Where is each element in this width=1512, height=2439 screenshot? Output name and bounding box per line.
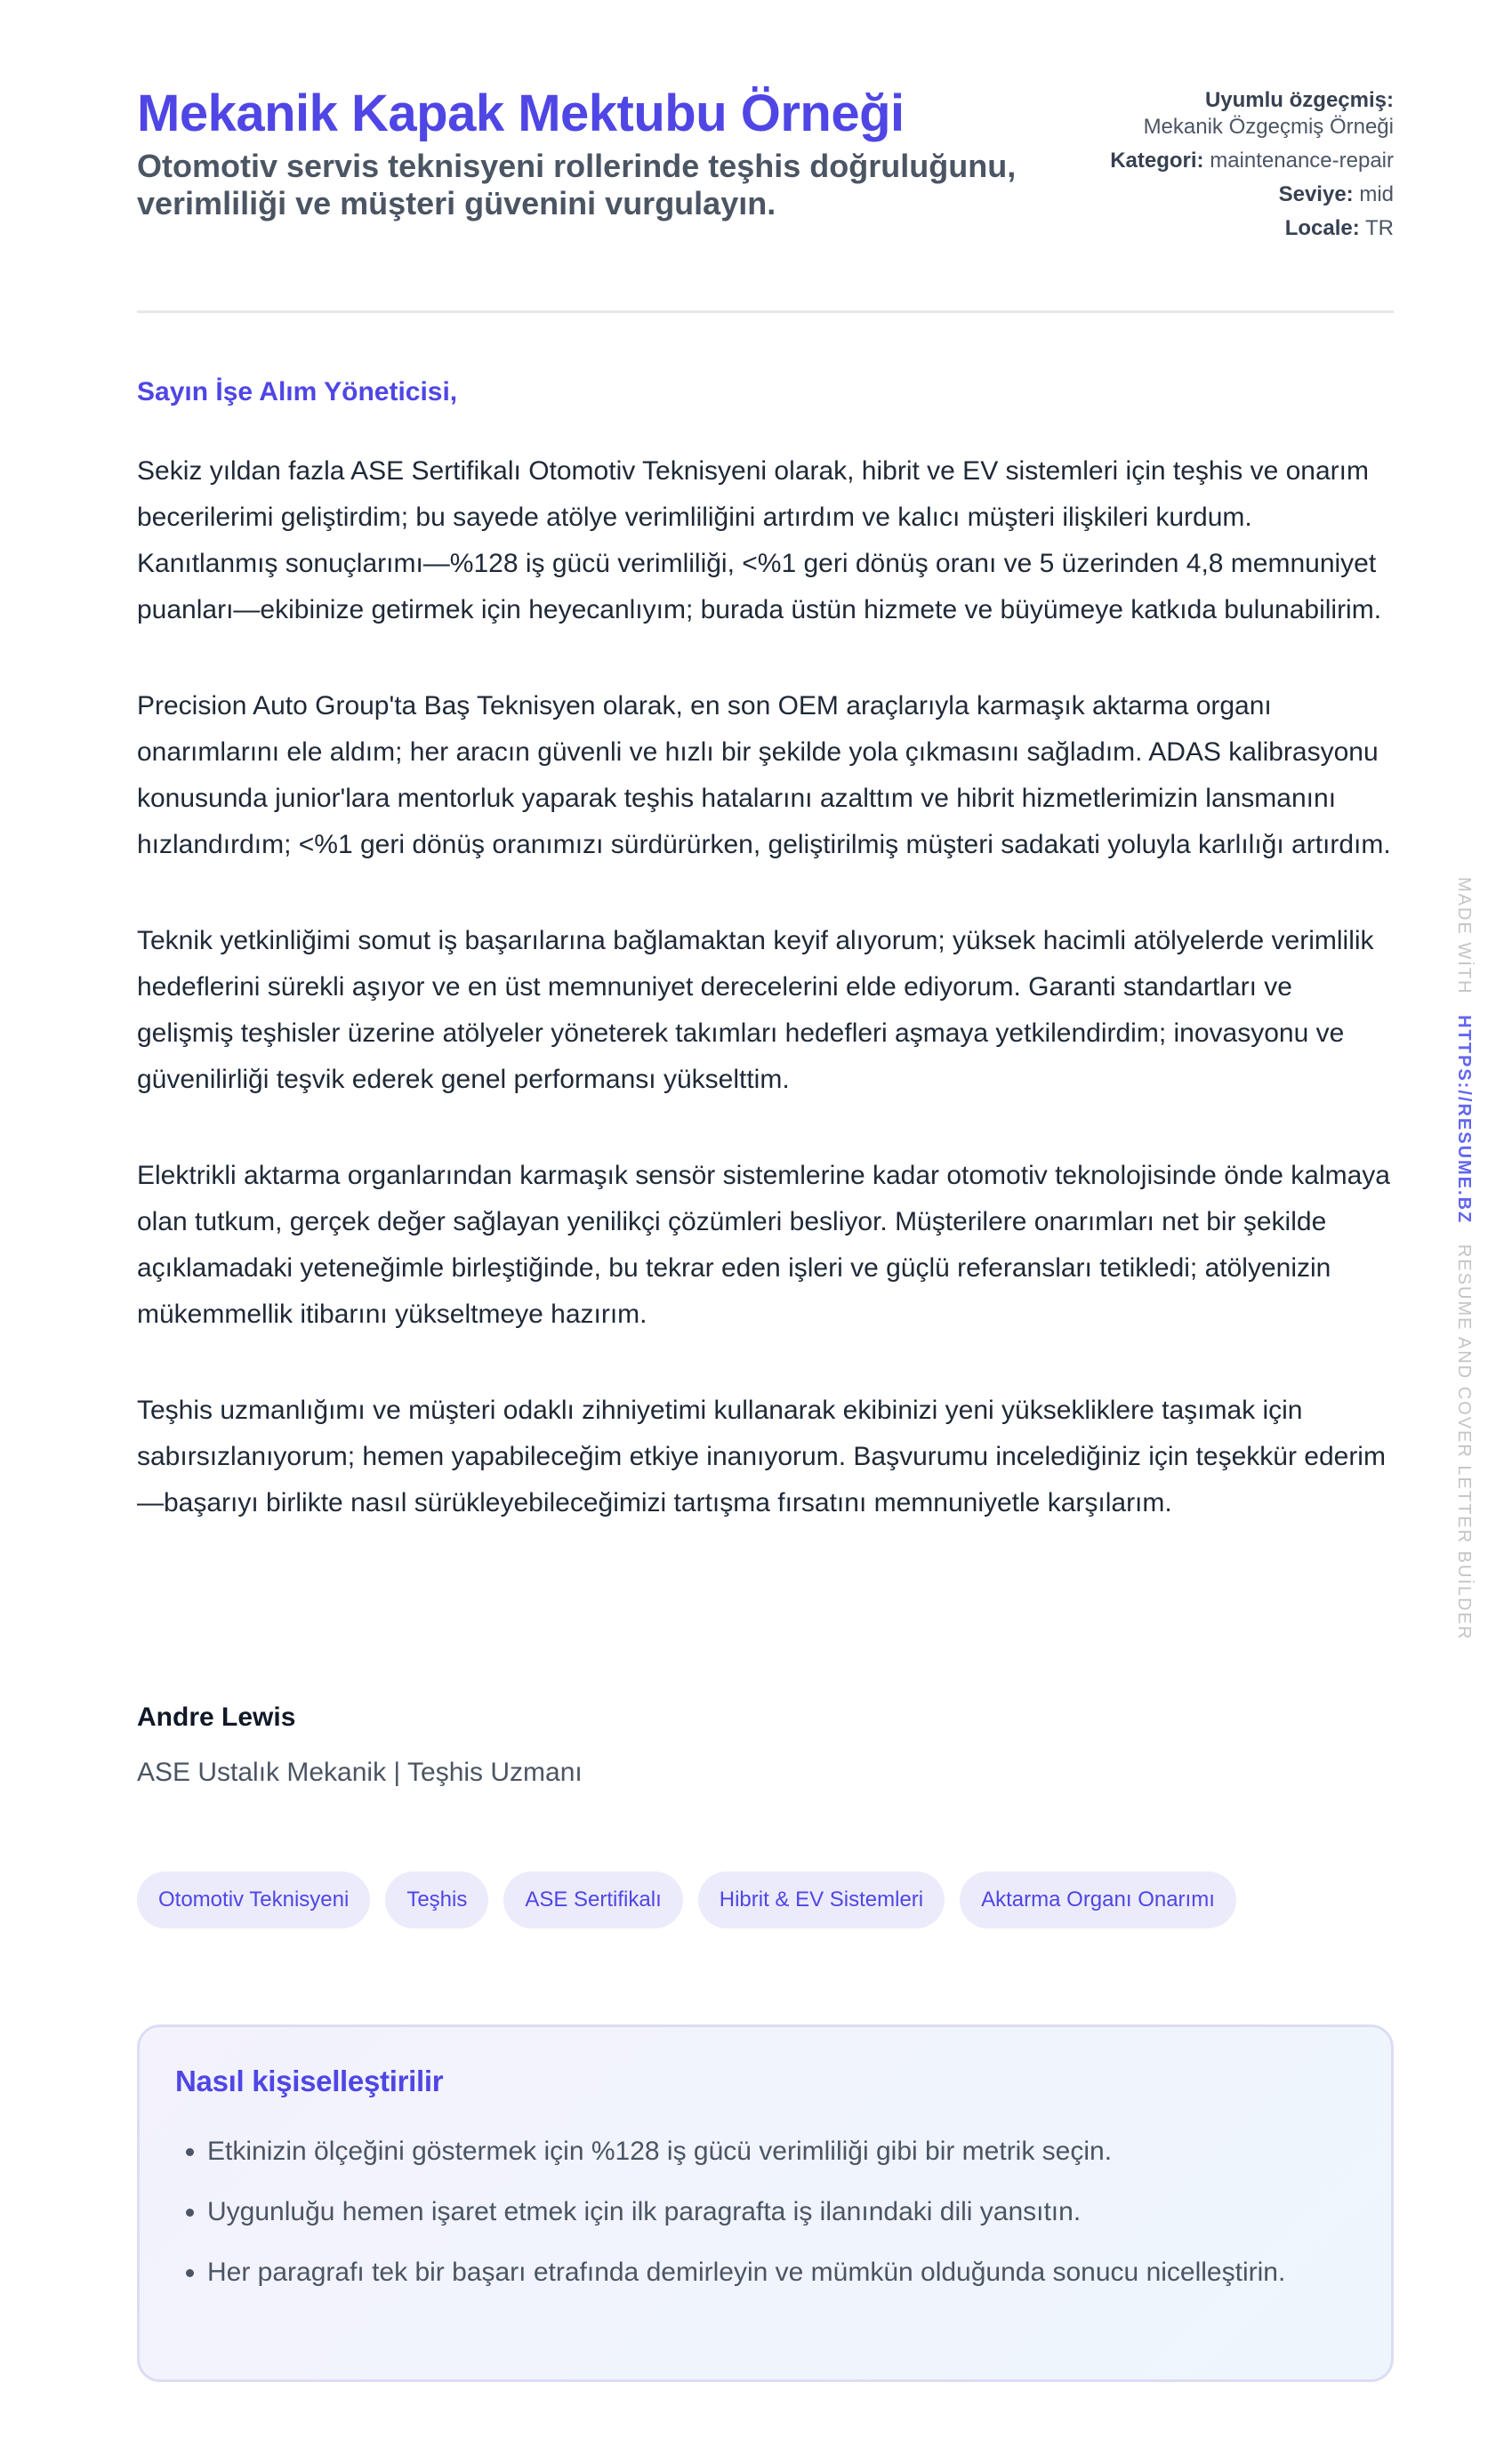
watermark-suffix: RESUME AND COVER LETTER BUİLDER [1454, 1244, 1474, 1641]
cover-letter-page [137, 0, 1394, 2287]
paragraph: Teşhis uzmanlığımı ve müşteri odaklı zihniyetimi kullanarak ekibinizi yeni yüksekliklere taşımak için sabırsızlanıyorum; hemen yapabileceğim etkiye inanıyorum. Başvurumu incelediğiniz için teşekkür ederim—başarıyı birlikte nasıl sürükleyebileceğimizi tartışma fırsatını memnuniyetle karşılarım. [137, 1396, 1386, 1517]
meta-level [1100, 181, 1394, 208]
tag: Otomotiv Teknisyeni [137, 1872, 370, 1928]
paragraph: Sekiz yıldan fazla ASE Sertifikalı Otomotiv Teknisyeni olarak, hibrit ve EV sistemleri için teşhis ve onarım becerilerimi geliştirdim; bu sayede atölye verimliliğini artırdım ve kalıcı müşteri ilişkileri kurdum. Kanıtlanmış sonuçlarımı—%128 iş gücü verimliliği, <%1 geri dönüş oranı ve 5 üzerinden 4,8 memnuniyet puanları—ekibinize getirmek için heyecanlıyım; burada üstün hizmete ve büyümeye katkıda bulunabilirim. [137, 456, 1382, 624]
tip-item: • Etkinizin ölçeğini göstermek için %128 iş gücü verimliliği gibi bir metrik seçin. [207, 2129, 1355, 2175]
tag: Hibrit & EV Sistemleri [698, 1872, 945, 1928]
tips-list [175, 2129, 1355, 2296]
greeting: Sayın İşe Alım Yöneticisi, [137, 377, 458, 406]
meta-value: mid [1359, 182, 1394, 206]
watermark-link[interactable]: HTTPS://RESUME.BZ [1454, 1015, 1474, 1225]
meta-label: Uyumlu özgeçmiş: [1204, 88, 1394, 112]
watermark-prefix: MADE WİTH [1454, 877, 1474, 995]
signature-title: ASE Ustalık Mekanik | Teşhis Uzmanı [137, 1758, 583, 1787]
signature-name: Andre Lewis [137, 1702, 296, 1732]
tip-item: • Her paragrafı tek bir başarı etrafında demirleyin ve mümkün olduğunda sonucu nicelleştirin. [207, 2250, 1355, 2296]
page-subtitle: Otomotiv servis teknisyeni rollerinde teşhis doğruluğunu, verimliliği ve müşteri güvenini vurgulayın. [137, 148, 1017, 221]
tips-title: Nasıl kişiselleştirilir [175, 2065, 444, 2097]
meta-value: TR [1365, 216, 1394, 240]
meta-info [1100, 87, 1394, 249]
personalization-tips [137, 2024, 1394, 2382]
header [137, 0, 1394, 313]
meta-label: Seviye: [1278, 182, 1354, 206]
tag: Aktarma Organı Onarımı [960, 1872, 1236, 1928]
tag: ASE Sertifikalı [503, 1872, 682, 1928]
tag-list [137, 1872, 1236, 1928]
meta-label: Kategori: [1110, 149, 1204, 173]
meta-locale [1100, 215, 1394, 242]
meta-value: maintenance-repair [1210, 149, 1394, 173]
watermark [1453, 877, 1474, 1640]
letter-body [137, 448, 1394, 1576]
paragraph: Teknik yetkinliğimi somut iş başarılarına bağlamaktan keyif alıyorum; yüksek hacimli atölyelerde verimlilik hedeflerini sürekli aşıyor ve en üst memnuniyet derecelerini elde ediyorum. Garanti standartları ve gelişmiş teşhisler üzerine atölyeler yöneterek takımları hedefleri aşmaya yetkilendirdim; inovasyonu ve güvenilirliği teşvik ederek genel performansı yükselttim. [137, 926, 1374, 1094]
meta-category [1100, 148, 1394, 174]
tag: Teşhis [385, 1872, 488, 1928]
paragraph: Precision Auto Group'ta Baş Teknisyen olarak, en son OEM araçlarıyla karmaşık aktarma organı onarımlarını ele aldım; her aracın güvenli ve hızlı bir şekilde yola çıkmasını sağladım. ADAS kalibrasyonu konusunda junior'lara mentorluk yaparak teşhis hatalarını azalttım ve hibrit hizmetlerimizin lansmanını hızlandırdım; <%1 geri dönüş oranımızı sürdürürken, geliştirilmiş müşteri sadakati yoluyla karlılığı artırdım. [137, 691, 1391, 859]
meta-value: Mekanik Özgeçmiş Örneği [1143, 115, 1394, 139]
paragraph: Elektrikli aktarma organlarından karmaşık sensör sistemlerine kadar otomotiv teknolojisinde önde kalmaya olan tutkum, gerçek değer sağlayan yenilikçi çözümleri besliyor. Müşterilere onarımları net bir şekilde açıklamadaki yeteneğimle birleştiğinde, bu tekrar eden işleri ve güçlü referansları tetikledi; atölyenizin mükemmellik itibarını yükseltmeye hazırım. [137, 1161, 1390, 1329]
meta-compatible-resume [1100, 87, 1394, 141]
meta-label: Locale: [1284, 216, 1360, 240]
tip-item: • Uygunluğu hemen işaret etmek için ilk paragrafta iş ilanındaki dili yansıtın. [207, 2189, 1355, 2235]
page-title: Mekanik Kapak Mektubu Örneği [137, 85, 905, 142]
